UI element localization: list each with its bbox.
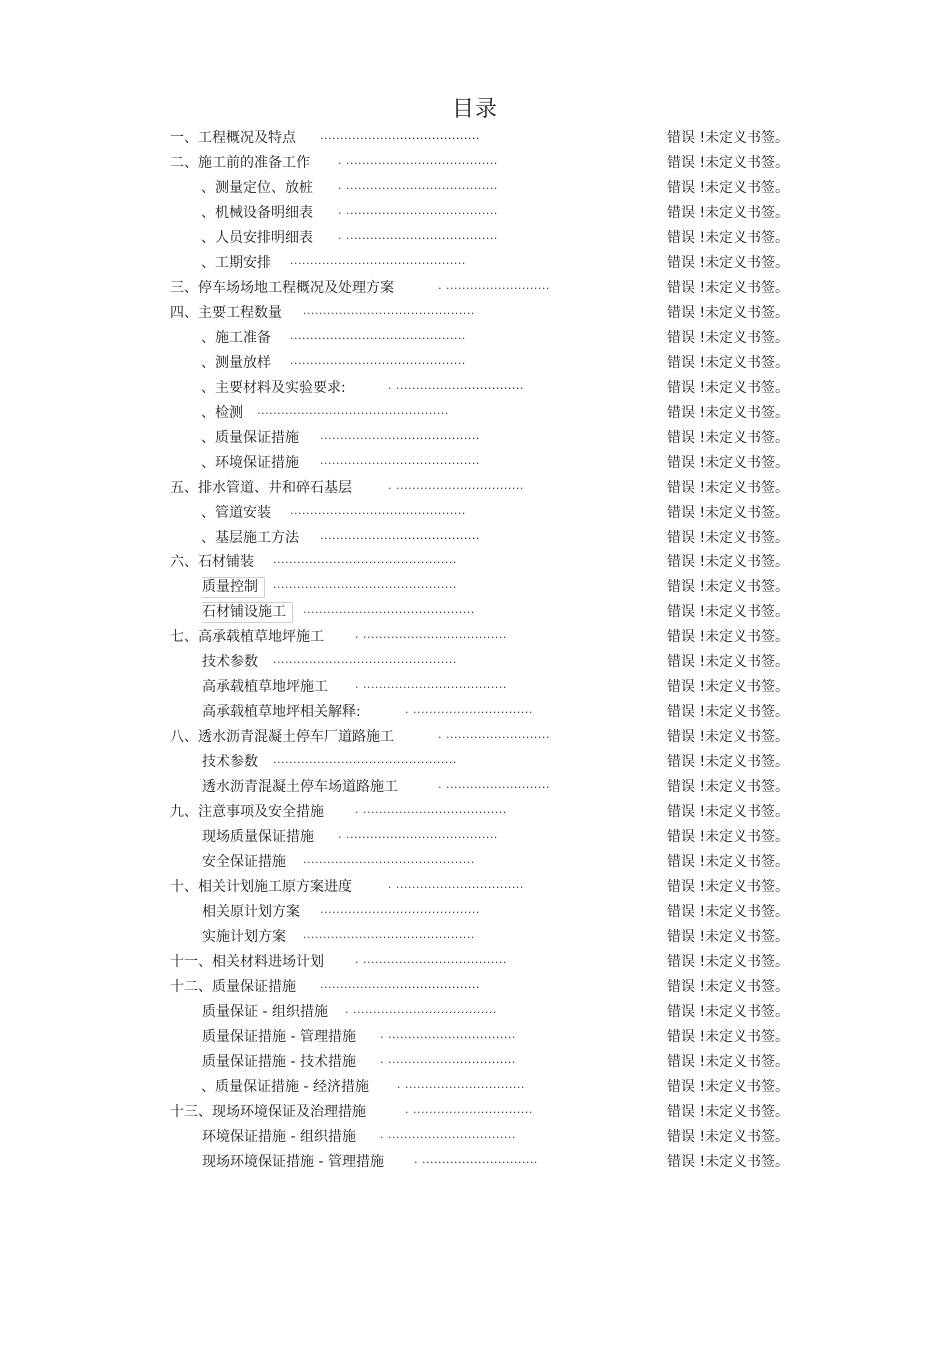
toc-entry-label: 高承载植草地坪施工: [202, 679, 328, 696]
toc-dot-leader: . ..........................: [438, 278, 550, 292]
toc-page-ref-error: 错误 !未定义书签。: [667, 304, 790, 321]
toc-entry-label: 、检测: [201, 404, 243, 421]
toc-page-ref-error: 错误 !未定义书签。: [667, 1103, 790, 1120]
toc-entry-label: 三、停车场场地工程概况及处理方案: [170, 279, 394, 296]
toc-page-ref-error: 错误 !未定义书签。: [667, 879, 790, 896]
toc-entry[interactable]: [0, 1125, 950, 1150]
toc-entry-label: 十、相关计划施工原方案进度: [170, 879, 352, 896]
toc-entry[interactable]: [0, 476, 950, 501]
toc-entry-label: 十二、质量保证措施: [170, 978, 296, 995]
toc-page-ref-error: 错误 !未定义书签。: [667, 829, 790, 846]
toc-page-ref-error: 错误 !未定义书签。: [667, 604, 790, 621]
toc-dot-leader: . ......................................: [338, 828, 498, 842]
toc-entry[interactable]: [0, 875, 950, 900]
toc-dot-leader: . ......................................: [338, 153, 498, 167]
toc-entry[interactable]: [0, 151, 950, 176]
toc-page-ref-error: 错误 !未定义书签。: [667, 404, 790, 421]
toc-entry[interactable]: [0, 1075, 950, 1100]
toc-dot-leader: ........................................: [320, 903, 480, 917]
toc-page-ref-error: 错误 !未定义书签。: [667, 1153, 790, 1170]
toc-page-ref-error: 错误 !未定义书签。: [667, 704, 790, 721]
toc-page-ref-error: 错误 !未定义书签。: [667, 804, 790, 821]
toc-page-ref-error: 错误 !未定义书签。: [667, 504, 790, 521]
toc-dot-leader: ........................................: [320, 129, 480, 142]
toc-entry[interactable]: [0, 351, 950, 376]
toc-entry[interactable]: [0, 326, 950, 351]
toc-dot-leader: ...........................................: [303, 603, 475, 617]
toc-dot-leader: ............................................: [290, 328, 466, 342]
toc-entry[interactable]: [0, 1150, 950, 1175]
toc-dot-leader: . ....................................: [355, 952, 507, 966]
toc-dot-leader: ............................................: [290, 503, 466, 517]
toc-entry-label: 、施工准备: [201, 329, 271, 346]
toc-dot-leader: ..............................................: [273, 578, 457, 592]
toc-entry-label: 石材铺设施工: [202, 600, 293, 625]
toc-dot-leader: . ................................: [388, 478, 524, 492]
toc-entry[interactable]: [0, 1000, 950, 1025]
toc-page-ref-error: 错误 !未定义书签。: [667, 429, 790, 446]
toc-page-ref-error: 错误 !未定义书签。: [667, 929, 790, 945]
toc-dot-leader: ...........................................: [303, 853, 475, 867]
toc-page-ref-error: 错误 !未定义书签。: [667, 579, 790, 596]
toc-entry[interactable]: [0, 950, 950, 975]
toc-entry[interactable]: [0, 201, 950, 226]
toc-dot-leader: . ..............................: [405, 703, 533, 717]
toc-entry-label: 质量保证措施 - 技术措施: [202, 1053, 356, 1070]
toc-entry[interactable]: [0, 575, 950, 600]
toc-page-ref-error: 错误 !未定义书签。: [667, 379, 790, 396]
toc-entry-label: 、工期安排: [201, 254, 271, 271]
toc-entry[interactable]: [0, 376, 950, 401]
toc-entry[interactable]: [0, 126, 950, 151]
toc-entry-label: 质量保证措施 - 管理措施: [202, 1028, 356, 1045]
toc-page-ref-error: 错误 !未定义书签。: [667, 729, 790, 746]
toc-entry-label: 环境保证措施 - 组织措施: [202, 1128, 356, 1145]
toc-entry-label: 、管道安装: [201, 504, 271, 521]
toc-entry-label: 十三、现场环境保证及治理措施: [170, 1103, 366, 1120]
toc-entry-label: 九、注意事项及安全措施: [170, 804, 324, 821]
toc-page-ref-error: 错误 !未定义书签。: [667, 479, 790, 496]
toc-dot-leader: ..............................................: [273, 553, 457, 567]
toc-page-ref-error: 错误 !未定义书签。: [667, 754, 790, 771]
toc-dot-leader: . ....................................: [355, 803, 507, 817]
toc-dot-leader: ...........................................: [303, 928, 475, 941]
toc-entry[interactable]: [0, 625, 950, 650]
toc-page-ref-error: 错误 !未定义书签。: [667, 679, 790, 696]
toc-entry-label: 、主要材料及实验要求:: [201, 379, 346, 396]
toc-dot-leader: . ................................: [380, 1052, 516, 1066]
toc-page-ref-error: 错误 !未定义书签。: [667, 654, 790, 671]
toc-page-ref-error: 错误 !未定义书签。: [667, 1028, 790, 1045]
toc-dot-leader: ........................................: [320, 453, 480, 467]
toc-dot-leader: . ................................: [388, 878, 524, 892]
toc-entry[interactable]: [0, 1025, 950, 1050]
toc-entry[interactable]: [0, 226, 950, 251]
toc-entry-label: 六、石材铺装: [170, 554, 254, 571]
toc-entry-label: 四、主要工程数量: [170, 304, 282, 321]
toc-dot-leader: . ..........................: [438, 778, 550, 792]
toc-entry[interactable]: [0, 501, 950, 526]
toc-entry[interactable]: [0, 526, 950, 551]
toc-dot-leader: . ....................................: [345, 1002, 497, 1016]
toc-entry[interactable]: [0, 825, 950, 850]
toc-entry[interactable]: [0, 1050, 950, 1075]
toc-entry-label: 、基层施工方法: [201, 529, 299, 546]
toc-entry-label: 相关原计划方案: [202, 904, 300, 921]
toc-dot-leader: ............................................: [290, 353, 466, 367]
toc-dot-leader: . ................................: [388, 378, 524, 392]
toc-dot-leader: ........................................: [320, 977, 480, 991]
toc-entry-label: 现场环境保证措施 - 管理措施: [202, 1153, 384, 1170]
toc-page-ref-error: 错误 !未定义书签。: [667, 978, 790, 995]
toc-entry[interactable]: [0, 276, 950, 301]
toc-entry-label: 、测量定位、放桩: [201, 179, 313, 196]
toc-page-ref-error: 错误 !未定义书签。: [667, 1128, 790, 1145]
toc-page-ref-error: 错误 !未定义书签。: [667, 1003, 790, 1020]
toc-entry-label: 质量控制: [202, 575, 265, 600]
toc-entry[interactable]: [0, 251, 950, 276]
toc-page-ref-error: 错误 !未定义书签。: [667, 779, 790, 796]
toc-dot-leader: . ......................................: [338, 203, 498, 217]
toc-page-ref-error: 错误 !未定义书签。: [667, 354, 790, 371]
toc-dot-leader: . ................................: [380, 1027, 516, 1041]
toc-entry[interactable]: [0, 750, 950, 775]
toc-page-ref-error: 错误 !未定义书签。: [667, 154, 790, 171]
toc-dot-leader: . .............................: [414, 1152, 538, 1166]
toc-page-ref-error: 错误 !未定义书签。: [667, 454, 790, 471]
toc-entry-label: 技术参数: [202, 654, 258, 671]
toc-entry-label: 、环境保证措施: [201, 454, 299, 471]
toc-page-ref-error: 错误 !未定义书签。: [667, 329, 790, 346]
toc-dot-leader: . ......................................: [338, 228, 498, 242]
toc-dot-leader: ............................................: [290, 253, 466, 267]
toc-entry-label: 五、排水管道、井和碎石基层: [170, 479, 352, 496]
toc-entry[interactable]: [0, 925, 950, 950]
toc-entry[interactable]: [0, 401, 950, 426]
toc-entry-label: 、质量保证措施: [201, 429, 299, 446]
toc-entry[interactable]: [0, 700, 950, 725]
toc-page-ref-error: 错误 !未定义书签。: [667, 130, 790, 146]
toc-page-ref-error: 错误 !未定义书签。: [667, 554, 790, 571]
toc-dot-leader: ........................................: [320, 428, 480, 442]
toc-entry-label: 质量保证 - 组织措施: [202, 1003, 328, 1020]
toc-entry[interactable]: [0, 1100, 950, 1125]
toc-page-ref-error: 错误 !未定义书签。: [667, 1078, 790, 1095]
toc-page-ref-error: 错误 !未定义书签。: [667, 904, 790, 921]
toc-entry[interactable]: [0, 426, 950, 451]
toc-entry[interactable]: [0, 550, 950, 575]
toc-page-ref-error: 错误 !未定义书签。: [667, 953, 790, 970]
toc-page-ref-error: 错误 !未定义书签。: [667, 204, 790, 221]
toc-dot-leader: . ..............................: [405, 1102, 533, 1116]
toc-entry-label: 实施计划方案: [202, 929, 286, 945]
toc-page-ref-error: 错误 !未定义书签。: [667, 279, 790, 296]
toc-entry-label: 高承载植草地坪相关解释:: [202, 704, 361, 721]
toc-entry[interactable]: [0, 600, 950, 625]
toc-page-ref-error: 错误 !未定义书签。: [667, 229, 790, 246]
toc-entry-label: 十一、相关材料进场计划: [170, 953, 324, 970]
toc-entry-label: 技术参数: [202, 754, 258, 771]
toc-entry-label: 、机械设备明细表: [201, 204, 313, 221]
toc-dot-leader: . ....................................: [355, 678, 507, 692]
toc-entry-label: 七、高承载植草地坪施工: [170, 629, 324, 646]
toc-entry-label: 、质量保证措施 - 经济措施: [201, 1078, 369, 1095]
toc-entry-label: 二、施工前的准备工作: [170, 154, 310, 171]
toc-entry[interactable]: [0, 850, 950, 875]
toc-entry-label: 八、透水沥青混凝土停车厂道路施工: [170, 729, 394, 746]
toc-entry[interactable]: [0, 301, 950, 326]
toc-dot-leader: . ....................................: [355, 628, 507, 642]
toc-page-ref-error: 错误 !未定义书签。: [667, 1053, 790, 1070]
toc-entry[interactable]: [0, 975, 950, 1000]
toc-dot-leader: ..............................................: [273, 753, 457, 767]
toc-entry-label: 透水沥青混凝土停车场道路施工: [202, 779, 398, 796]
toc-dot-leader: . ......................................: [338, 178, 498, 192]
toc-entry[interactable]: [0, 650, 950, 675]
toc-dot-leader: ..............................................: [273, 653, 457, 667]
toc-entry-label: 、测量放样: [201, 354, 271, 371]
toc-page-ref-error: 错误 !未定义书签。: [667, 179, 790, 196]
toc-dot-leader: ................................................: [257, 403, 449, 417]
toc-entry-label: 一、工程概况及特点: [170, 130, 296, 146]
toc-entry-label: 现场质量保证措施: [202, 829, 314, 846]
toc-dot-leader: . ..........................: [438, 728, 550, 742]
toc-entry[interactable]: [0, 725, 950, 750]
toc-entry[interactable]: [0, 900, 950, 925]
toc-page-ref-error: 错误 !未定义书签。: [667, 854, 790, 871]
toc-entry-label: 安全保证措施: [202, 854, 286, 871]
toc-entry[interactable]: [0, 451, 950, 476]
toc-entry-label: 、人员安排明细表: [201, 229, 313, 246]
toc-dot-leader: ........................................: [320, 528, 480, 542]
table-of-contents: [0, 126, 950, 1175]
toc-page-ref-error: 错误 !未定义书签。: [667, 629, 790, 646]
toc-title: 目录: [451, 97, 498, 122]
toc-entry[interactable]: [0, 675, 950, 700]
toc-page-ref-error: 错误 !未定义书签。: [667, 254, 790, 271]
toc-entry[interactable]: [0, 800, 950, 825]
toc-entry[interactable]: [0, 775, 950, 800]
toc-entry[interactable]: [0, 176, 950, 201]
toc-dot-leader: . ..............................: [397, 1077, 525, 1091]
toc-dot-leader: . ................................: [380, 1127, 516, 1141]
toc-dot-leader: ...........................................: [303, 303, 475, 317]
toc-page-ref-error: 错误 !未定义书签。: [667, 529, 790, 546]
